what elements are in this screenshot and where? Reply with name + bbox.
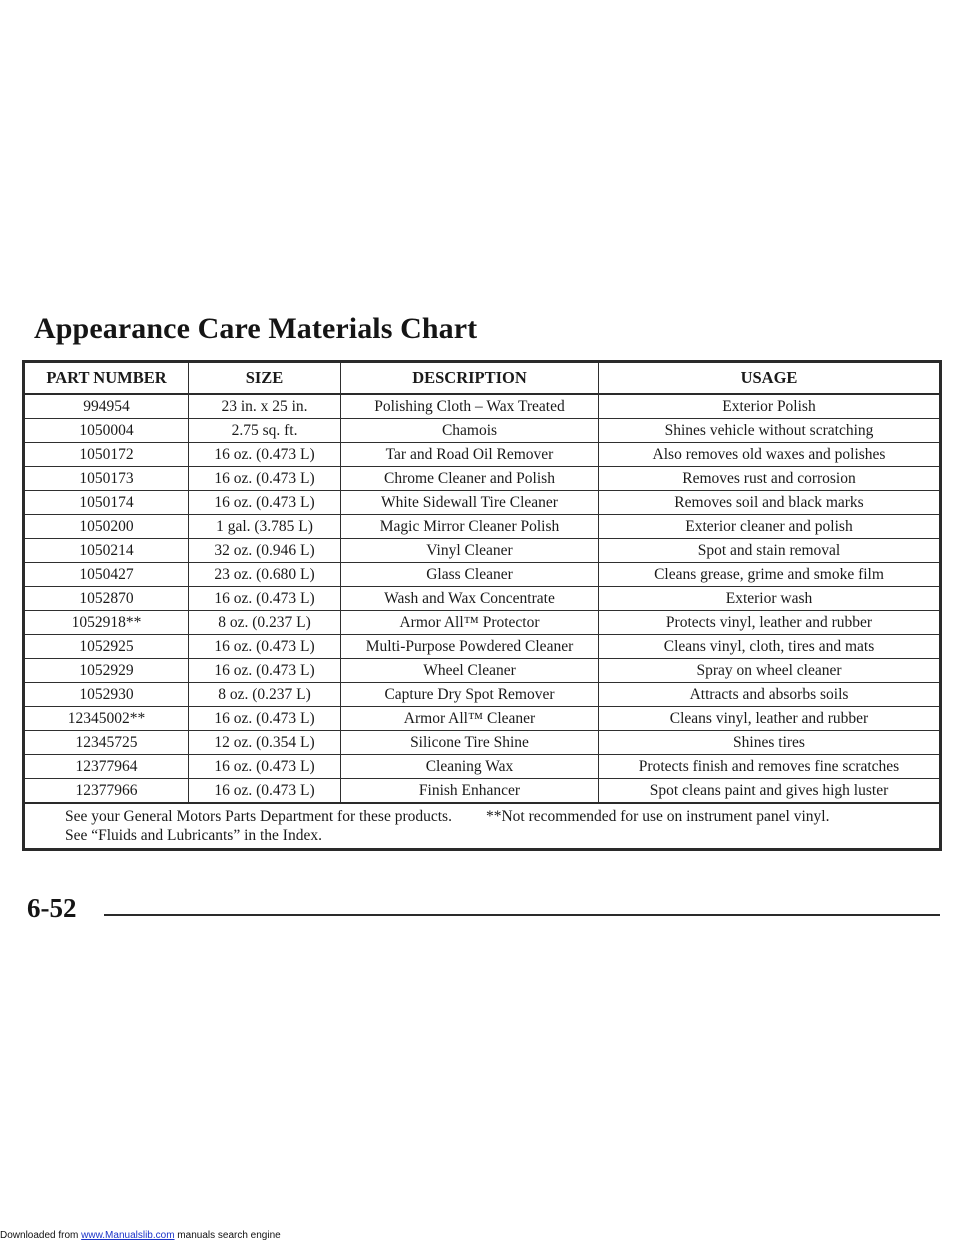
part-number-cell: 12377966 bbox=[24, 779, 189, 804]
part-number-cell: 994954 bbox=[24, 394, 189, 419]
description-cell: Wash and Wax Concentrate bbox=[341, 587, 599, 611]
description-cell: White Sidewall Tire Cleaner bbox=[341, 491, 599, 515]
usage-cell: Cleans grease, grime and smoke film bbox=[599, 563, 941, 587]
description-cell: Capture Dry Spot Remover bbox=[341, 683, 599, 707]
description-cell: Finish Enhancer bbox=[341, 779, 599, 804]
table-row bbox=[24, 515, 941, 539]
table-row bbox=[24, 635, 941, 659]
table-row bbox=[24, 611, 941, 635]
page-title: Appearance Care Materials Chart bbox=[34, 312, 478, 345]
banner-prefix: Downloaded from bbox=[0, 1230, 82, 1241]
description-cell: Wheel Cleaner bbox=[341, 659, 599, 683]
part-number-cell: 1052870 bbox=[24, 587, 189, 611]
usage-cell: Cleans vinyl, cloth, tires and mats bbox=[599, 635, 941, 659]
part-number-cell: 1050427 bbox=[24, 563, 189, 587]
size-cell: 16 oz. (0.473 L) bbox=[189, 587, 341, 611]
usage-cell: Attracts and absorbs soils bbox=[599, 683, 941, 707]
download-banner bbox=[0, 1230, 960, 1242]
table-body bbox=[24, 394, 941, 803]
size-cell: 8 oz. (0.237 L) bbox=[189, 611, 341, 635]
table-row bbox=[24, 563, 941, 587]
size-cell: 1 gal. (3.785 L) bbox=[189, 515, 341, 539]
table-row bbox=[24, 394, 941, 419]
size-cell: 16 oz. (0.473 L) bbox=[189, 443, 341, 467]
table-row bbox=[24, 491, 941, 515]
page-number: 6-52 bbox=[27, 893, 77, 923]
footnote-fluids-lubricants: See “Fluids and Lubricants” in the Index. bbox=[65, 827, 322, 844]
size-cell: 2.75 sq. ft. bbox=[189, 419, 341, 443]
table-row bbox=[24, 419, 941, 443]
size-cell: 16 oz. (0.473 L) bbox=[189, 467, 341, 491]
size-cell: 23 in. x 25 in. bbox=[189, 394, 341, 419]
size-cell: 32 oz. (0.946 L) bbox=[189, 539, 341, 563]
table-row bbox=[24, 539, 941, 563]
header-description: DESCRIPTION bbox=[341, 362, 599, 395]
part-number-cell: 1052925 bbox=[24, 635, 189, 659]
size-cell: 16 oz. (0.473 L) bbox=[189, 755, 341, 779]
description-cell: Multi-Purpose Powdered Cleaner bbox=[341, 635, 599, 659]
part-number-cell: 1050173 bbox=[24, 467, 189, 491]
table-header bbox=[24, 362, 941, 395]
part-number-cell: 1052918** bbox=[24, 611, 189, 635]
size-cell: 16 oz. (0.473 L) bbox=[189, 659, 341, 683]
description-cell: Glass Cleaner bbox=[341, 563, 599, 587]
description-cell: Armor All™ Protector bbox=[341, 611, 599, 635]
size-cell: 23 oz. (0.680 L) bbox=[189, 563, 341, 587]
footnote-line-1 bbox=[65, 807, 939, 826]
header-usage: USAGE bbox=[599, 362, 941, 395]
usage-cell: Removes rust and corrosion bbox=[599, 467, 941, 491]
usage-cell: Spot and stain removal bbox=[599, 539, 941, 563]
banner-suffix: manuals search engine bbox=[174, 1230, 281, 1241]
table-row bbox=[24, 731, 941, 755]
usage-cell: Exterior wash bbox=[599, 587, 941, 611]
usage-cell: Exterior cleaner and polish bbox=[599, 515, 941, 539]
appearance-care-materials-table bbox=[22, 360, 942, 851]
part-number-cell: 12377964 bbox=[24, 755, 189, 779]
description-cell: Cleaning Wax bbox=[341, 755, 599, 779]
usage-cell: Removes soil and black marks bbox=[599, 491, 941, 515]
table-row bbox=[24, 443, 941, 467]
page-number-rule bbox=[104, 914, 940, 916]
part-number-cell: 1052929 bbox=[24, 659, 189, 683]
part-number-cell: 1050004 bbox=[24, 419, 189, 443]
part-number-cell: 1050172 bbox=[24, 443, 189, 467]
footnote-row bbox=[24, 803, 941, 850]
table-row bbox=[24, 707, 941, 731]
usage-cell: Also removes old waxes and polishes bbox=[599, 443, 941, 467]
usage-cell: Protects vinyl, leather and rubber bbox=[599, 611, 941, 635]
usage-cell: Spray on wheel cleaner bbox=[599, 659, 941, 683]
footnote-parts-department: See your General Motors Parts Department for these products. bbox=[65, 808, 452, 825]
description-cell: Armor All™ Cleaner bbox=[341, 707, 599, 731]
size-cell: 16 oz. (0.473 L) bbox=[189, 491, 341, 515]
description-cell: Vinyl Cleaner bbox=[341, 539, 599, 563]
table-row bbox=[24, 467, 941, 491]
description-cell: Magic Mirror Cleaner Polish bbox=[341, 515, 599, 539]
part-number-cell: 12345725 bbox=[24, 731, 189, 755]
usage-cell: Cleans vinyl, leather and rubber bbox=[599, 707, 941, 731]
table-row bbox=[24, 755, 941, 779]
description-cell: Silicone Tire Shine bbox=[341, 731, 599, 755]
table-row bbox=[24, 683, 941, 707]
footnote-cell bbox=[24, 803, 941, 850]
description-cell: Tar and Road Oil Remover bbox=[341, 443, 599, 467]
description-cell: Chrome Cleaner and Polish bbox=[341, 467, 599, 491]
table-footnote bbox=[24, 803, 941, 850]
usage-cell: Spot cleans paint and gives high luster bbox=[599, 779, 941, 804]
part-number-cell: 1052930 bbox=[24, 683, 189, 707]
size-cell: 12 oz. (0.354 L) bbox=[189, 731, 341, 755]
manualslib-link[interactable]: www.Manualslib.com bbox=[81, 1230, 175, 1241]
table-row bbox=[24, 659, 941, 683]
header-part-number: PART NUMBER bbox=[24, 362, 189, 395]
usage-cell: Shines tires bbox=[599, 731, 941, 755]
description-cell: Polishing Cloth – Wax Treated bbox=[341, 394, 599, 419]
size-cell: 16 oz. (0.473 L) bbox=[189, 779, 341, 804]
size-cell: 16 oz. (0.473 L) bbox=[189, 635, 341, 659]
size-cell: 8 oz. (0.237 L) bbox=[189, 683, 341, 707]
size-cell: 16 oz. (0.473 L) bbox=[189, 707, 341, 731]
part-number-cell: 1050200 bbox=[24, 515, 189, 539]
header-row bbox=[24, 362, 941, 395]
footnote-not-recommended: **Not recommended for use on instrument panel vinyl. bbox=[485, 808, 830, 825]
usage-cell: Exterior Polish bbox=[599, 394, 941, 419]
table-row bbox=[24, 587, 941, 611]
description-cell: Chamois bbox=[341, 419, 599, 443]
header-size: SIZE bbox=[189, 362, 341, 395]
part-number-cell: 1050214 bbox=[24, 539, 189, 563]
usage-cell: Shines vehicle without scratching bbox=[599, 419, 941, 443]
table-row bbox=[24, 779, 941, 804]
part-number-cell: 12345002** bbox=[24, 707, 189, 731]
usage-cell: Protects finish and removes fine scratches bbox=[599, 755, 941, 779]
part-number-cell: 1050174 bbox=[24, 491, 189, 515]
